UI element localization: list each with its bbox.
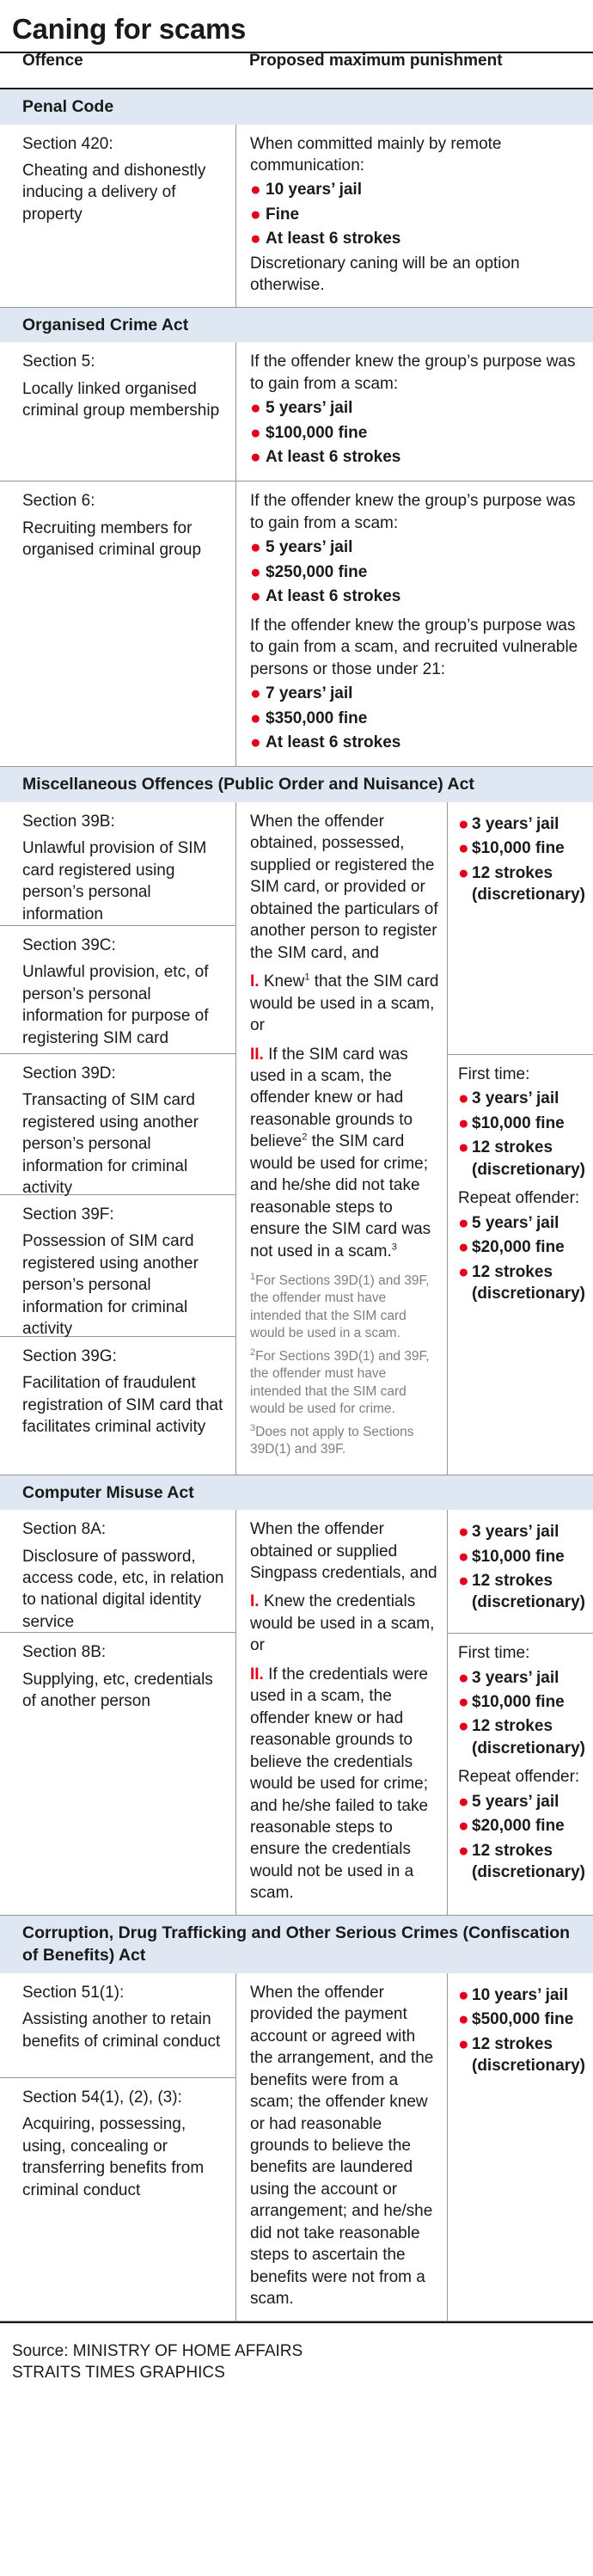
list-item: ● 5 years’ jail <box>250 398 353 419</box>
source-text: Source: MINISTRY OF HOME AFFAIRS <box>12 2341 303 2360</box>
condition-ii: II. If the credentials were used in a scam, the offender knew or had reasonable grounds to believe the credentials would be used for crime; and he/she failed to take reasonable steps to ensure the credentials would not be used in a scam. <box>250 1665 429 1903</box>
bullet-icon: ● <box>250 204 261 224</box>
list-item: ● At least 6 strokes <box>250 586 401 607</box>
bullet-icon: ● <box>250 398 261 419</box>
list-item: ● At least 6 strokes <box>250 733 401 752</box>
offence-cell <box>0 342 235 481</box>
condition-text: If the offender knew the group’s purpose was to gain from a scam, and recruited vulnerable persons or those under 21: <box>250 616 578 678</box>
condition-text: When committed mainly by remote communication: <box>250 134 502 175</box>
footer <box>0 2321 593 2384</box>
offence-cell <box>0 802 235 926</box>
offence-description: Cheating and dishonestly inducing a delivery of property <box>22 161 206 224</box>
section-number: Section 39F: <box>22 1205 114 1224</box>
list-item: ● 12 strokes (discretionary) <box>458 1261 588 1305</box>
bullet-icon: ● <box>458 1816 469 1837</box>
section-penal-code: Penal Code <box>0 89 593 125</box>
section-confiscation-of-benefits-act: Corruption, Drug Trafficking and Other Serious Crimes (Confiscation of Benefits) Act <box>0 1916 593 1973</box>
penalty-column <box>447 1973 593 2321</box>
section-number: Section 8B: <box>22 1643 107 1662</box>
section-number: Section 39D: <box>22 1064 116 1083</box>
list-item: ● $20,000 fine <box>458 1237 565 1258</box>
condition-text: When the offender provided the payment account or agreed with the arrangement, and the benefits were from a scam; the offender knew or had reasonable grounds to believe the benefits are laundered using the account or arrangement; and he/she did not take reasonable steps to ascertain the benefits were not from a scam. <box>250 1983 434 2309</box>
offence-cell <box>0 926 235 1054</box>
condition-text: If the offender knew the group’s purpose was to gain from a scam: <box>250 492 576 532</box>
list-item: ● $20,000 fine <box>458 1816 565 1837</box>
footnotes <box>250 1273 440 1459</box>
list-item: ● $250,000 fine <box>250 561 368 582</box>
note-text: Discretionary caning will be an option otherwise. <box>250 254 520 295</box>
first-time-label: First time: <box>458 1064 530 1083</box>
table-row <box>0 342 593 481</box>
table-row <box>0 1973 593 2321</box>
list-item: ● 5 years’ jail <box>458 1212 559 1233</box>
list-item: ● 12 strokes (discretionary) <box>458 1715 588 1759</box>
bullet-icon: ● <box>458 1522 469 1543</box>
section-number: Section 39G: <box>22 1346 117 1365</box>
table-row <box>0 481 593 767</box>
list-item: ● 12 strokes (discretionary) <box>458 1137 588 1181</box>
offence-cell <box>0 1510 235 1633</box>
section-number: Section 6: <box>22 492 95 511</box>
bullet-icon: ● <box>250 586 261 607</box>
bullet-icon: ● <box>458 1570 469 1591</box>
bullet-icon: ● <box>250 422 261 443</box>
bullet-icon: ● <box>458 1840 469 1861</box>
list-item: ● $10,000 fine <box>458 838 565 859</box>
bullet-icon: ● <box>458 1546 469 1567</box>
section-number: Section 420: <box>22 134 113 153</box>
offence-column <box>0 1973 235 2321</box>
offence-description: Facilitation of fraudulent registration of SIM card that facilitates criminal activity <box>22 1374 223 1437</box>
table-row <box>0 1510 593 1916</box>
offence-description: Unlawful provision of SIM card registered using person’s personal information <box>22 839 207 923</box>
repeat-offender-label: Repeat offender: <box>458 1189 580 1208</box>
offence-description: Assisting another to retain benefits of criminal conduct <box>22 2010 221 2051</box>
list-item: ● $350,000 fine <box>250 708 368 728</box>
bullet-icon: ● <box>458 2033 469 2054</box>
list-item: ● Fine <box>250 204 300 224</box>
penalty-block <box>448 1054 593 1316</box>
section-miscellaneous-offences-act: Miscellaneous Offences (Public Order and Nuisance) Act <box>0 767 593 802</box>
penalty-block <box>448 802 593 1054</box>
penalty-block <box>448 1973 593 2088</box>
offence-column <box>0 802 235 1475</box>
list-item: ● 5 years’ jail <box>250 537 353 558</box>
offence-cell <box>0 1195 235 1337</box>
offence-description: Disclosure of password, access code, etc, in relation to national digital identity service <box>22 1547 224 1631</box>
credit-text: STRAITS TIMES GRAPHICS <box>12 2364 225 2383</box>
list-item: ● 12 strokes (discretionary) <box>458 2033 588 2077</box>
list-item: ● 10 years’ jail <box>458 1984 568 2005</box>
list-item: ● 7 years’ jail <box>250 684 353 704</box>
first-time-label: First time: <box>458 1644 530 1663</box>
punishment-cell <box>235 342 593 481</box>
condition-text: When the offender obtained, possessed, supplied or registered the SIM card, or provided or obtained the particulars of another person to register the SIM card, and <box>250 812 438 962</box>
table-row <box>0 125 593 308</box>
footnote: $^1$For Sections 39D(1) and 39F, the offender must have intended that the SIM card would be used in a scam. <box>250 1271 430 1341</box>
penalty-block <box>448 1633 593 1895</box>
section-number: Section 5: <box>22 353 95 371</box>
list-item: ● $10,000 fine <box>458 1546 565 1567</box>
section-number: Section 51(1): <box>22 1983 125 2002</box>
list-item: ● 12 strokes (discretionary) <box>458 1840 588 1884</box>
bullet-icon: ● <box>250 684 261 704</box>
bullet-icon: ● <box>458 1691 469 1712</box>
bullet-icon: ● <box>250 561 261 582</box>
bullet-icon: ● <box>458 1716 469 1737</box>
bullet-icon: ● <box>250 733 261 752</box>
offence-cell <box>0 1633 235 1722</box>
list-item: ● 3 years’ jail <box>458 1089 559 1109</box>
condition-cell <box>235 802 447 1475</box>
offence-cell <box>0 1973 235 2078</box>
penalty-column <box>447 802 593 1475</box>
offence-description: Recruiting members for organised criminal group <box>22 518 202 560</box>
offence-description: Unlawful provision, etc, of person’s personal information for purpose of registering SIM card <box>22 963 209 1047</box>
list-item: ● $500,000 fine <box>458 2009 574 2030</box>
offence-cell <box>0 2078 235 2211</box>
table-row <box>0 802 593 1475</box>
bullet-icon: ● <box>458 1261 469 1282</box>
bullet-icon: ● <box>250 180 261 200</box>
penalty-block <box>448 1510 593 1633</box>
condition-cell <box>235 1510 447 1915</box>
offence-header: Offence <box>22 51 83 70</box>
condition-i: I. Knew$^1$ that the SIM card would be used in a scam, or <box>250 972 439 1035</box>
offence-description: Transacting of SIM card registered using another person’s personal information for criminal activity <box>22 1091 199 1198</box>
bullet-icon: ● <box>250 708 261 728</box>
page-title: Caning for scams <box>12 13 247 45</box>
bullet-icon: ● <box>250 537 261 558</box>
offence-description: Supplying, etc, credentials of another person <box>22 1670 213 1710</box>
section-computer-misuse-act: Computer Misuse Act <box>0 1475 593 1511</box>
repeat-offender-label: Repeat offender: <box>458 1768 580 1787</box>
section-number: Section 8A: <box>22 1520 107 1539</box>
punishment-cell <box>235 125 593 307</box>
condition-text: When the offender obtained or supplied Singpass credentials, and <box>250 1520 437 1582</box>
bullet-icon: ● <box>250 229 261 249</box>
list-item: ● $10,000 fine <box>458 1691 565 1712</box>
list-item: ● 5 years’ jail <box>458 1791 559 1812</box>
offence-description: Locally linked organised criminal group membership <box>22 379 220 420</box>
condition-cell <box>235 1973 447 2321</box>
bullet-icon: ● <box>458 1212 469 1233</box>
list-item: ● 10 years’ jail <box>250 180 362 200</box>
offence-description: Possession of SIM card registered using another person’s personal information for criminal activity <box>22 1232 199 1339</box>
section-number: Section 39C: <box>22 935 116 954</box>
list-item: ● 12 strokes (discretionary) <box>458 1570 588 1614</box>
bullet-icon: ● <box>458 1237 469 1258</box>
section-number: Section 39B: <box>22 812 115 831</box>
bullet-icon: ● <box>458 862 469 883</box>
bullet-icon: ● <box>458 1138 469 1158</box>
section-number: Section 54(1), (2), (3): <box>22 2088 182 2107</box>
condition-text: If the offender knew the group’s purpose was to gain from a scam: <box>250 353 576 393</box>
list-item: ● At least 6 strokes <box>250 229 401 249</box>
condition-ii: II. If the SIM card was used in a scam, the offender knew or had reasonable grounds to believe$^2$ the SIM card would be used for crime; and he/she did not take reasonable steps to ensure the SIM card was not used in a scam.$^3$ <box>250 1045 431 1260</box>
offence-cell <box>0 125 235 307</box>
list-item: ● At least 6 strokes <box>250 447 401 468</box>
list-item: ● 3 years’ jail <box>458 813 559 834</box>
bullet-icon: ● <box>458 1089 469 1109</box>
bullet-icon: ● <box>458 813 469 834</box>
bullet-icon: ● <box>458 1984 469 2005</box>
offence-description: Acquiring, possessing, using, concealing or transferring benefits from criminal conduct <box>22 2115 205 2199</box>
offence-cell <box>0 1337 235 1449</box>
list-item: ● 3 years’ jail <box>458 1522 559 1543</box>
section-organised-crime-act: Organised Crime Act <box>0 308 593 343</box>
bullet-icon: ● <box>458 1113 469 1133</box>
bullet-icon: ● <box>458 838 469 859</box>
list-item: ● $100,000 fine <box>250 422 368 443</box>
offence-cell <box>0 481 235 766</box>
penalty-column <box>447 1510 593 1915</box>
list-item: ● 3 years’ jail <box>458 1667 559 1688</box>
punishment-header: Proposed maximum punishment <box>249 51 503 70</box>
table-header <box>0 52 593 89</box>
offence-cell <box>0 1054 235 1198</box>
footnote: $^3$Does not apply to Sections 39D(1) and 39F. <box>250 1422 414 1457</box>
bullet-icon: ● <box>458 1791 469 1812</box>
offence-column <box>0 1510 235 1915</box>
bullet-icon: ● <box>458 2009 469 2030</box>
footnote: $^2$For Sections 39D(1) and 39F, the offender must have intended that the SIM card would be used for crime. <box>250 1346 430 1417</box>
list-item: ● $10,000 fine <box>458 1113 565 1133</box>
list-item: ● 12 strokes (discretionary) <box>458 862 588 906</box>
bullet-icon: ● <box>458 1667 469 1688</box>
bullet-icon: ● <box>250 447 261 468</box>
condition-i: I. Knew the credentials would be used in a scam, or <box>250 1592 435 1655</box>
punishment-cell <box>235 481 593 766</box>
